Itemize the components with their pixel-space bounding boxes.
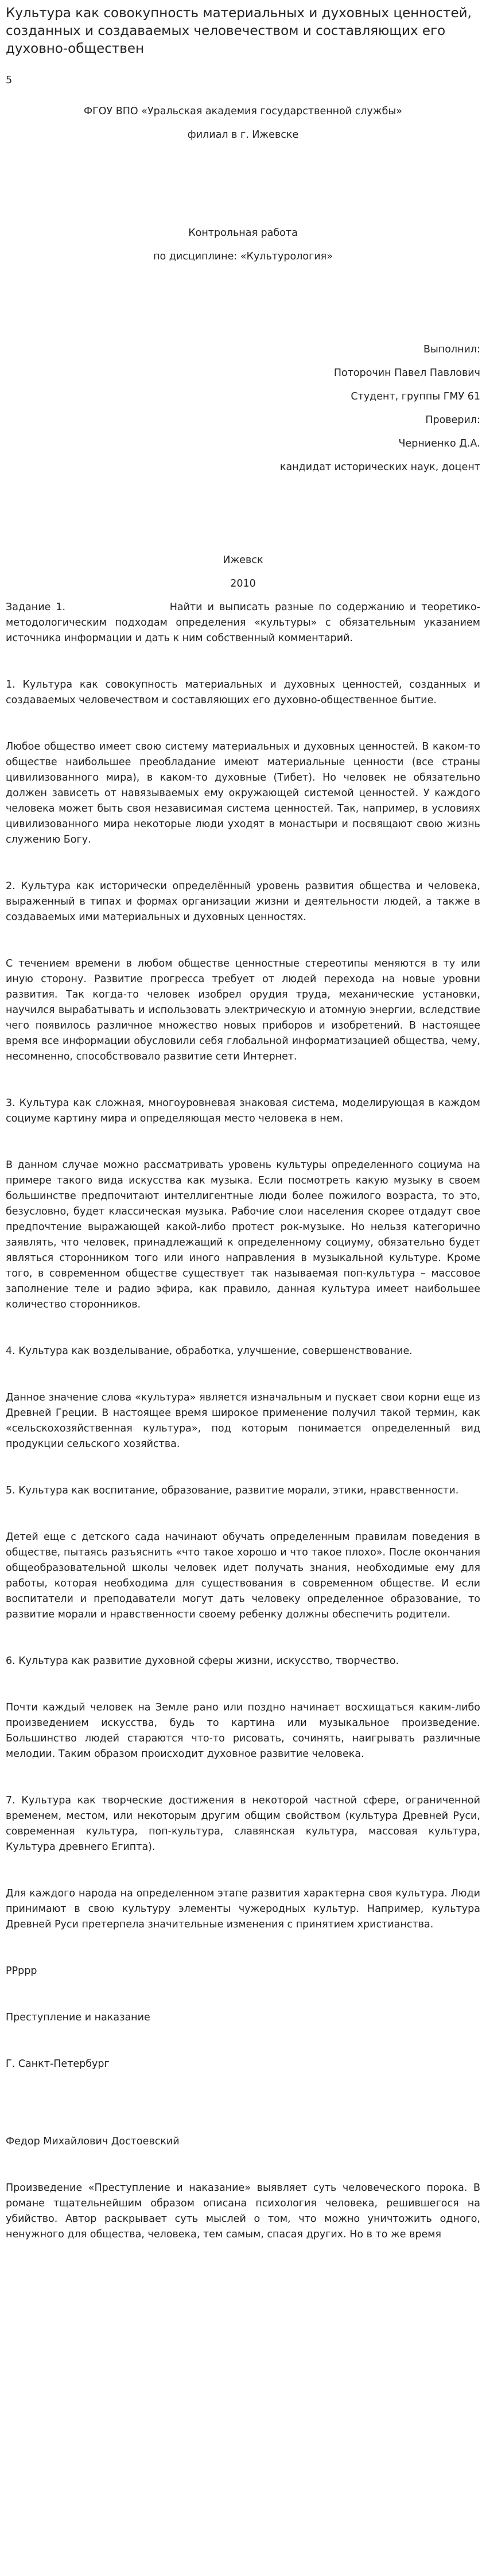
definition-heading: 3. Культура как сложная, многоуровневая знаковая система, моделирующая в каждом социуме картину мира и определяющая место человека в нем. — [6, 1097, 480, 1124]
definition-heading: 6. Культура как развитие духовной сферы жизни, искусство, творчество. — [6, 1655, 399, 1667]
page-number: 5 — [6, 75, 13, 86]
task-paragraph: Задание 1. Найти и выписать разные по содержанию и теоретико-методологическим подходам определения «культуры» с обязательным указанием источника информации и дать к ним собственный комментарий. — [6, 602, 484, 644]
second-part — [6, 1964, 480, 2243]
book-title: Преступление и наказание — [6, 2012, 150, 2023]
teacher-name: Черниенко Д.А. — [398, 438, 480, 449]
discipline: по дисциплине: «Культурология» — [153, 251, 333, 262]
signature-block — [6, 342, 480, 475]
definition-heading: 2. Культура как исторически определённый уровень развития общества и человека, выраженный в типах и формах организации жизни и деятельности людей, а также в создаваемых ими материальных и духовных ценностях. — [6, 880, 480, 923]
commentary-paragraph: Любое общество имеет свою систему материальных и духовных ценностей. В каком-то обществе наибольшее преобладание имеют материальные ценности (все страны цивилизованного мира), в каком-то духовные (Тибет). Но человек не обязательно должен зависеть от навязываемых ему окружающей системой ценностей. У каждого человека может быть своя независимая система ценностей. Так, например, в условиях цивилизованного мира некоторые люди уходят в монастыри и посвящают свою жизнь служению Богу. — [6, 741, 480, 845]
document-title: Культура как совокупность материальных и духовных ценностей, созданных и создаваемых человечеством и составляющих его духовно-обществен — [6, 6, 472, 56]
teacher-title: кандидат исторических наук, доцент — [279, 461, 480, 473]
intro-paragraph: Произведение «Преступление и наказание» выявляет суть человеческого порока. В романе тщательнейшим образом описана психология человека, решившегося на убийство. Автор раскрывает суть мыслей о том, что можно уничтожить одного, ненужного для общества, человека, тем самым, спасая других. Но в то же время — [6, 2182, 480, 2240]
place-line: Г. Санкт-Петербург — [6, 2058, 110, 2070]
body-section — [6, 600, 484, 1933]
commentary-paragraph: Данное значение слова «культура» является изначальным и пускает свои корни еще из Древней Греции. В настоящее время широкое применение получил такой термин, как «сельскохозяйственная культура», под которым понимается определенный вид продукции сельского хозяйства. — [6, 1392, 480, 1450]
student-name: Поторочин Павел Павлович — [333, 367, 480, 379]
organization-name: ФГОУ ВПО «Уральская академия государственной службы» — [84, 106, 402, 117]
student-group: Студент, группы ГМУ 61 — [351, 391, 480, 402]
commentary-paragraph: С течением времени в любом обществе ценностные стереотипы меняются в ту или иную сторону. Развитие прогресса требует от людей перехода на новые уровни развития. Так когда-то человек изобрел орудия труда, механические установки, научился вырабатывать и использовать электрическую и атомную энергии, вследствие чего появилось различное множество новых приборов и изобретений. В настоящее время все информации обусловили себя глобальной информатизацией общества, чему, несомненно, способствовало развитие сети Интернет. — [6, 958, 480, 1062]
commentary-paragraph: Почти каждый человек на Земле рано или поздно начинает восхищаться каким-либо произведением искусства, будь то картина или музыкальное произведение. Большинство людей стараются что-то рисовать, сочинять, наигрывать различные мелодии. Таким образом происходит духовное развитие человека. — [6, 1702, 480, 1760]
definition-heading: 5. Культура как воспитание, образование, развитие морали, этики, нравственности. — [6, 1485, 459, 1496]
branch-name: филиал в г. Ижевске — [187, 129, 299, 141]
code-line: РРррр — [6, 1965, 37, 1977]
commentary-paragraph: В данном случае можно рассматривать уровень культуры определенного социума на примере такого вида искусства как музыка. Если посмотреть какую музыку в своем большинстве предпочитают интеллигентные люди более пожилого возраста, то это, безусловно, будет классическая музыка. Рабочие слои населения скорее отдадут свое предпочтение выражающей какой-либо протест рок-музыке. Но нельзя категорично заявлять, что человек, принадлежащий к определенному социуму, обязательно будет являться сторонником того или иного направления в музыкальной культуре. Кроме того, в современном обществе существует так называемая поп-культура – массовое заполнение теле и радио эфира, как правило, данная культура имеет наибольшее количество сторонников. — [6, 1159, 480, 1310]
city: Ижевск — [223, 554, 263, 566]
definition-heading: 1. Культура как совокупность материальных и духовных ценностей, созданных и создаваемых человечеством и составляющих его духовно-общественное бытие. — [6, 679, 480, 706]
commentary-paragraph: Для каждого народа на определенном этапе развития характерна своя культура. Люди принимают в свою культуру элементы чужеродных культур. Например, культура Древней Руси претерпела значительные изменения с принятием христианства. — [6, 1888, 480, 1930]
author-name: Федор Михайлович Достоевский — [6, 2136, 180, 2147]
definition-heading: 4. Культура как возделывание, обработка, улучшение, совершенствование. — [6, 1345, 413, 1357]
work-type: Контрольная работа — [188, 227, 298, 239]
done-by-label: Выполнил: — [423, 344, 480, 355]
year: 2010 — [230, 578, 256, 589]
definition-heading: 7. Культура как творческие достижения в некоторой частной сфере, ограниченной временем, местом, или некоторым другим общим свойством (культура Древней Руси, современная культура, поп-культура, славянская культура, массовая культура, Культура древнего Египта). — [6, 1795, 480, 1853]
commentary-paragraph: Детей еще с детского сада начинают обучать определенным правилам поведения в обществе, пытаясь разъяснить «что такое хорошо и что такое плохо». После окончания общеобразовательной школы человек идет получать знания, необходимые ему для работы, которая необходима для существования в современном обществе. И если воспитатели и преподаватели могут дать человеку определенное образование, то развитие морали и нравственности своему ребенку должны обеспечить родители. — [6, 1531, 480, 1620]
checked-label: Проверил: — [425, 414, 480, 426]
